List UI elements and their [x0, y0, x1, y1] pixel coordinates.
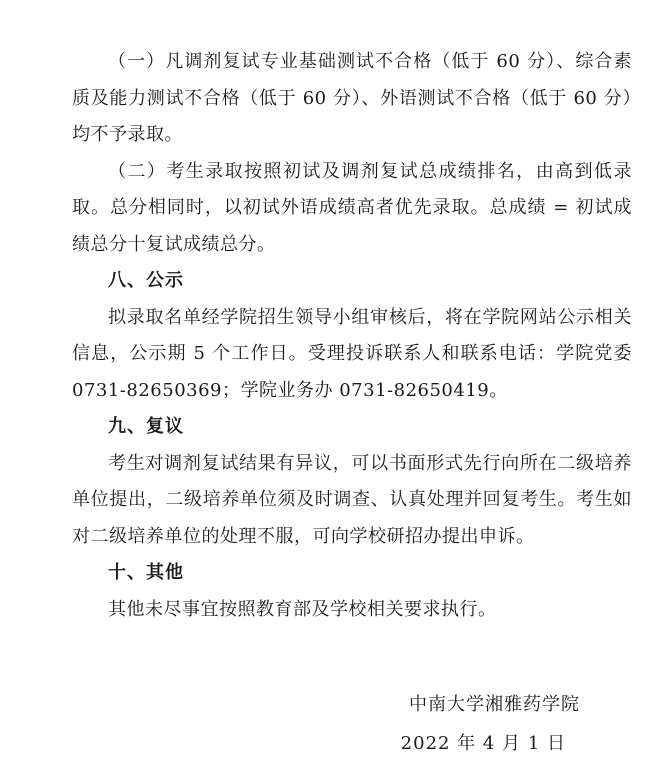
- document-body: [72, 44, 632, 628]
- heading-review: 九、复议: [108, 416, 184, 437]
- paragraph-review: 考生对调剂复试结果有异议，可以书面形式先行向所在二级培养单位提出，二级培养单位须及时调查、认真处理并回复考生。考生如对二级培养单位的处理不服，可向学校研招办提出申诉。: [72, 452, 632, 547]
- heading-other: 十、其他: [108, 562, 184, 583]
- signature-organization: 中南大学湘雅药学院: [409, 694, 580, 715]
- paragraph-publicity: 拟录取名单经学院招生领导小组审核后，将在学院网站公示相关信息，公示期 5 个工作日。受理投诉联系人和联系电话：学院党委 0731-82650369；学院业务办 0731-82650419。: [72, 306, 632, 401]
- paragraph-ranking: （二）考生录取按照初试及调剂复试总成绩排名，由高到低录取。总分相同时，以初试外语成绩高者优先录取。总成绩 = 初试成绩总分十复试成绩总分。: [72, 160, 632, 255]
- signature-date: 2022 年 4 月 1 日: [400, 733, 566, 754]
- paragraph-other: 其他未尽事宜按照教育部及学校相关要求执行。: [108, 598, 497, 620]
- heading-publicity: 八、公示: [108, 270, 184, 291]
- paragraph-disqualification: （一）凡调剂复试专业基础测试不合格（低于 60 分）、综合素质及能力测试不合格（低于 60 分）、外语测试不合格（低于 60 分）均不予录取。: [72, 51, 632, 145]
